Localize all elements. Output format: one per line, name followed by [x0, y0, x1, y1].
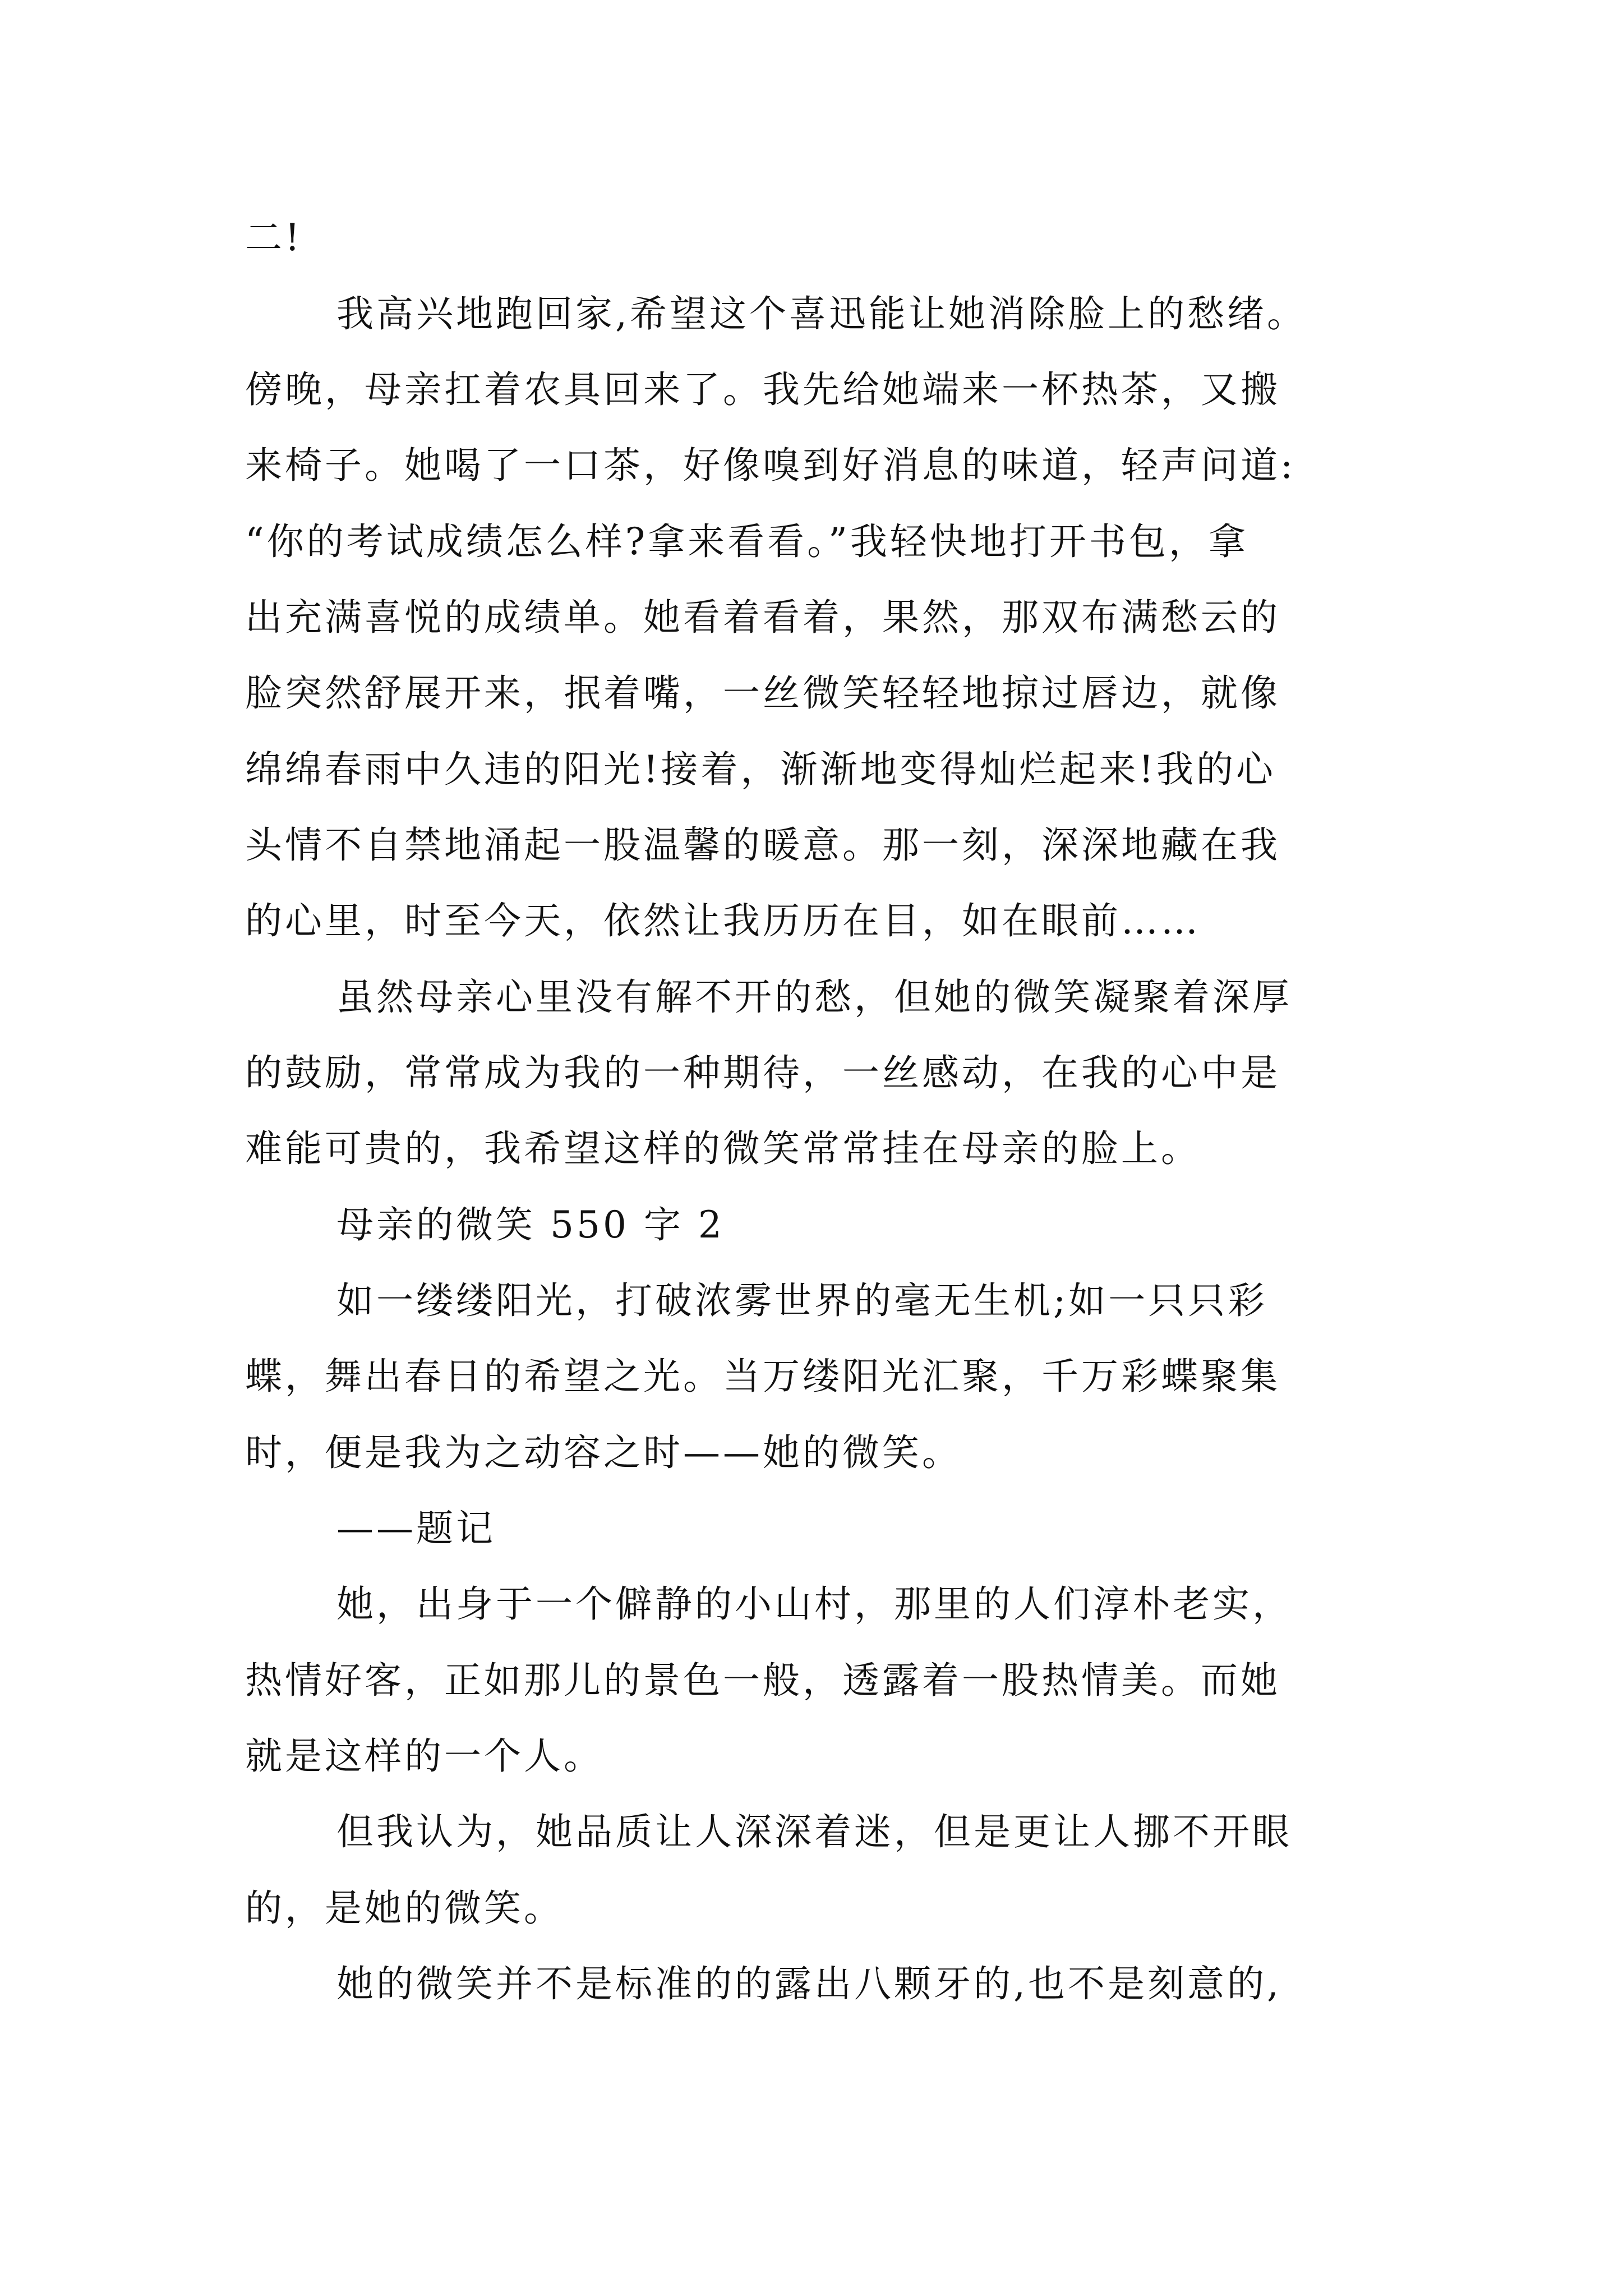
text-line: 时，便是我为之动容之时——她的微笑。 — [245, 1431, 962, 1474]
text-line: 热情好客，正如那儿的景色一般，透露着一股热情美。而她 — [245, 1659, 1280, 1702]
text-line: 来椅子。她喝了一口茶，好像嗅到好消息的味道，轻声问道: — [245, 444, 1296, 487]
text-line: 头情不自禁地涌起一股温馨的暖意。那一刻，深深地藏在我 — [245, 823, 1280, 867]
text-line: 的鼓励，常常成为我的一种期待，一丝感动，在我的心中是 — [245, 1051, 1280, 1094]
epigraph-attribution: ——题记 — [336, 1507, 496, 1550]
section-heading: 母亲的微笑 550 字 2 — [336, 1203, 725, 1246]
text-line: 蝶，舞出春日的希望之光。当万缕阳光汇聚，千万彩蝶聚集 — [245, 1355, 1280, 1398]
text-line: 的心里，时至今天，依然让我历历在目，如在眼前…… — [245, 899, 1201, 942]
text-line: 脸突然舒展开来，抿着嘴，一丝微笑轻轻地掠过唇边，就像 — [245, 671, 1280, 715]
paragraph-start-line: 她的微笑并不是标准的的露出八颗牙的,也不是刻意的, — [336, 1962, 1281, 2005]
text-line: “你的考试成绩怎么样?拿来看看。”我轻快地打开书包，拿 — [245, 520, 1248, 563]
text-line: 的，是她的微笑。 — [245, 1887, 564, 1930]
paragraph-start-line: 我高兴地跑回家,希望这个喜迅能让她消除脸上的愁绪。 — [336, 292, 1307, 335]
text-line: 难能可贵的，我希望这样的微笑常常挂在母亲的脸上。 — [245, 1127, 1201, 1170]
paragraph-start-line: 虽然母亲心里没有解不开的愁，但她的微笑凝聚着深厚 — [336, 976, 1292, 1019]
text-line: 绵绵春雨中久违的阳光!接着，渐渐地变得灿烂起来!我的心 — [245, 748, 1276, 791]
paragraph-start-line: 但我认为，她品质让人深深着迷，但是更让人挪不开眼 — [336, 1810, 1292, 1853]
paragraph-start-line: 她，出身于一个僻静的小山村，那里的人们淳朴老实， — [336, 1582, 1292, 1626]
text-line: 出充满喜悦的成绩单。她看着看着，果然，那双布满愁云的 — [245, 596, 1280, 639]
paragraph-start-line: 如一缕缕阳光，打破浓雾世界的毫无生机;如一只只彩 — [336, 1279, 1268, 1322]
text-line: 傍晚，母亲扛着农具回来了。我先给她端来一杯热茶，又搬 — [245, 368, 1280, 411]
text-line: 二! — [245, 216, 303, 259]
text-line: 就是这样的一个人。 — [245, 1734, 603, 1778]
